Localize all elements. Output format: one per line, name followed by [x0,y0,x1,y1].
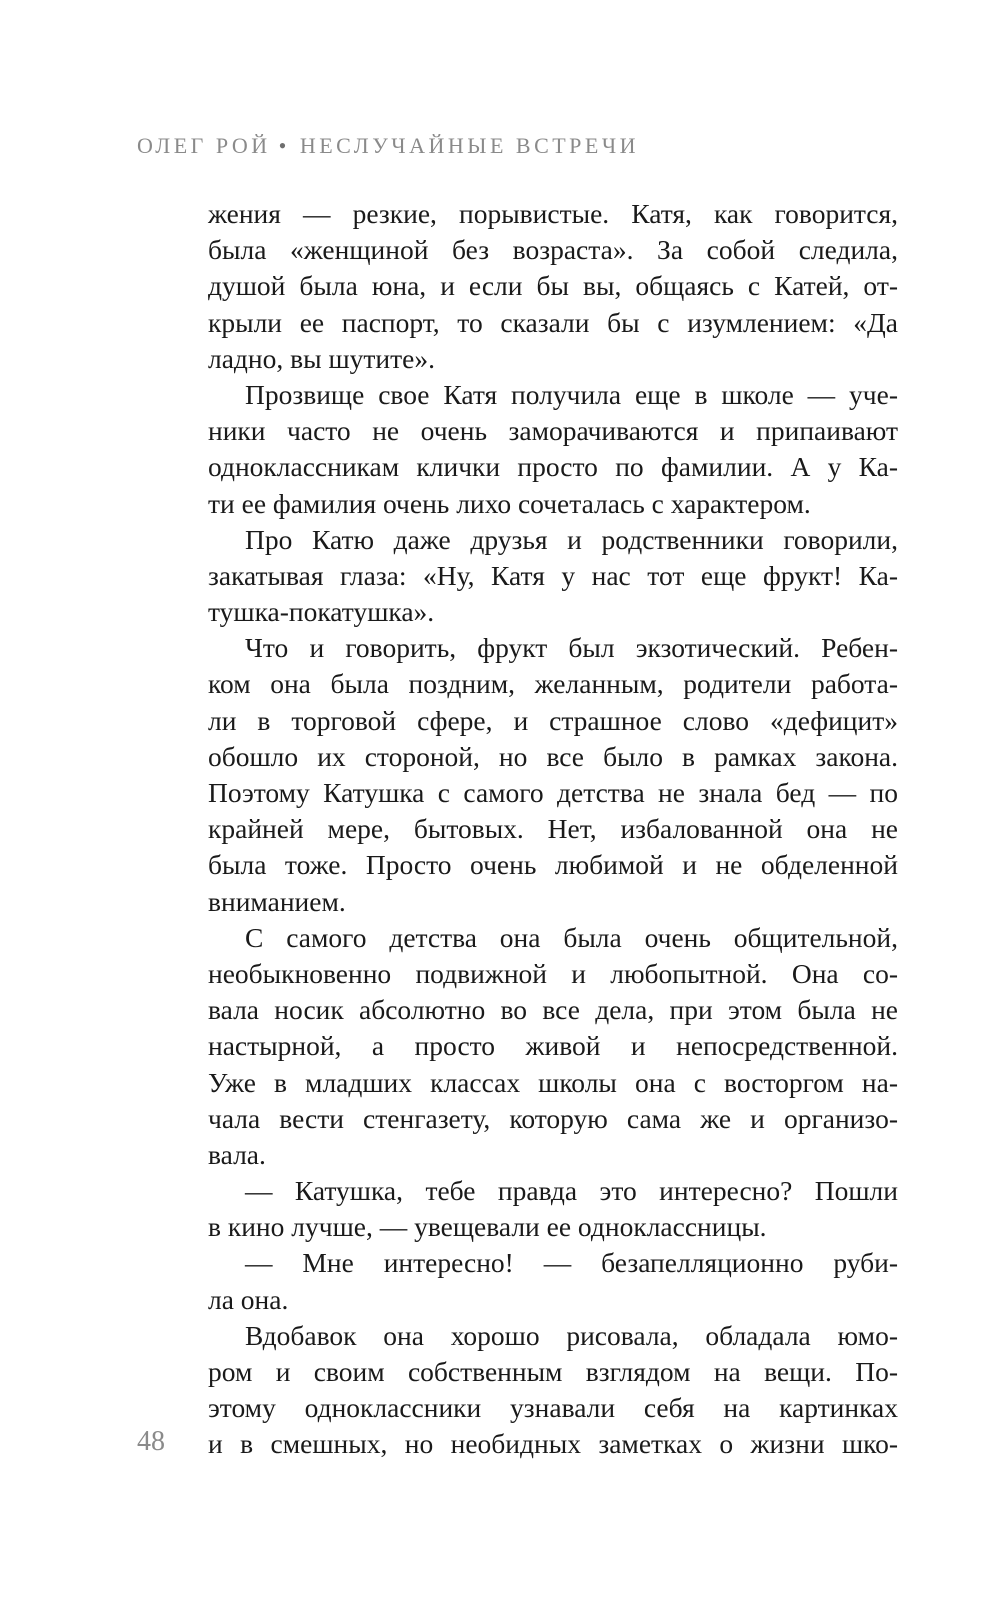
text-line: ли в торговой сфере, и страшное слово «дефицит» [208,704,898,736]
text-line: вала. [208,1138,266,1170]
text-line: обошло их стороной, но все было в рамках закона. [208,740,898,772]
text-line: крайней мере, бытовых. Нет, избалованной она не [208,813,898,845]
text-line: одноклассникам клички просто по фамилии. А у Ка- [208,451,898,483]
text-line: в кино лучше, — увещевали ее одноклассницы. [208,1211,767,1243]
text-line: этому одноклассники узнавали себя на картинках [208,1392,898,1424]
text-line: ла она. [208,1283,289,1315]
text-line: ти ее фамилия очень лихо сочеталась с характером. [208,487,811,519]
running-header [137,133,639,159]
text-line: Вдобавок она хорошо рисовала, обладала юмо- [245,1319,898,1351]
text-line: тушка-покатушка». [208,596,435,628]
header-book-title: НЕСЛУЧАЙНЫЕ ВСТРЕЧИ [299,133,640,158]
text-line: жения — резкие, порывистые. Катя, как говорится, [208,198,898,229]
text-line: — Мне интересно! — безапелляционно руби- [245,1247,898,1279]
text-line: Уже в младших классах школы она с восторгом на- [208,1066,898,1098]
text-line: была тоже. Просто очень любимой и не обделенной [208,849,898,881]
text-line: ром и своим собственным взглядом на вещи. По- [208,1356,898,1387]
text-line: ком она была поздним, желанным, родители работа- [208,668,898,700]
text-line: Про Катю даже друзья и родственники говорили, [245,523,898,555]
text-line: Что и говорить, фрукт был экзотический. Ребен- [245,632,898,664]
text-line: вала носик абсолютно во все дела, при этом была не [208,994,898,1026]
header-separator: • [278,133,290,158]
text-line: чала вести стенгазету, которую сама же и организо- [208,1102,898,1134]
text-line: ладно, вы шутите». [208,342,435,374]
text-line: была «женщиной без возраста». За собой следила, [208,234,898,266]
text-line: С самого детства она была очень общительной, [245,921,898,953]
text-line: Прозвище свое Катя получила еще в школе — уче- [245,378,898,410]
text-line: — Катушка, тебе правда это интересно? Пошли [245,1175,898,1207]
text-line: ники часто не очень заморачиваются и припаивают [208,415,898,447]
text-line: необыкновенно подвижной и любопытной. Она со- [208,957,898,989]
text-line: настырной, а просто живой и непосредственной. [208,1030,898,1062]
body-text [208,196,898,1463]
text-line: вниманием. [208,885,346,917]
text-line: Поэтому Катушка с самого детства не знала бед — по [208,777,898,808]
text-line: закатывая глаза: «Ну, Катя у нас тот еще фрукт! Ка- [208,559,898,591]
text-line: крыли ее паспорт, то сказали бы с изумлением: «Да [208,306,898,338]
page-number: 48 [137,1426,165,1457]
text-line: душой была юна, и если бы вы, общаясь с Катей, от- [208,270,898,302]
text-line: и в смешных, но необидных заметках о жизни шко- [208,1428,898,1460]
header-author: ОЛЕГ РОЙ [137,133,271,158]
